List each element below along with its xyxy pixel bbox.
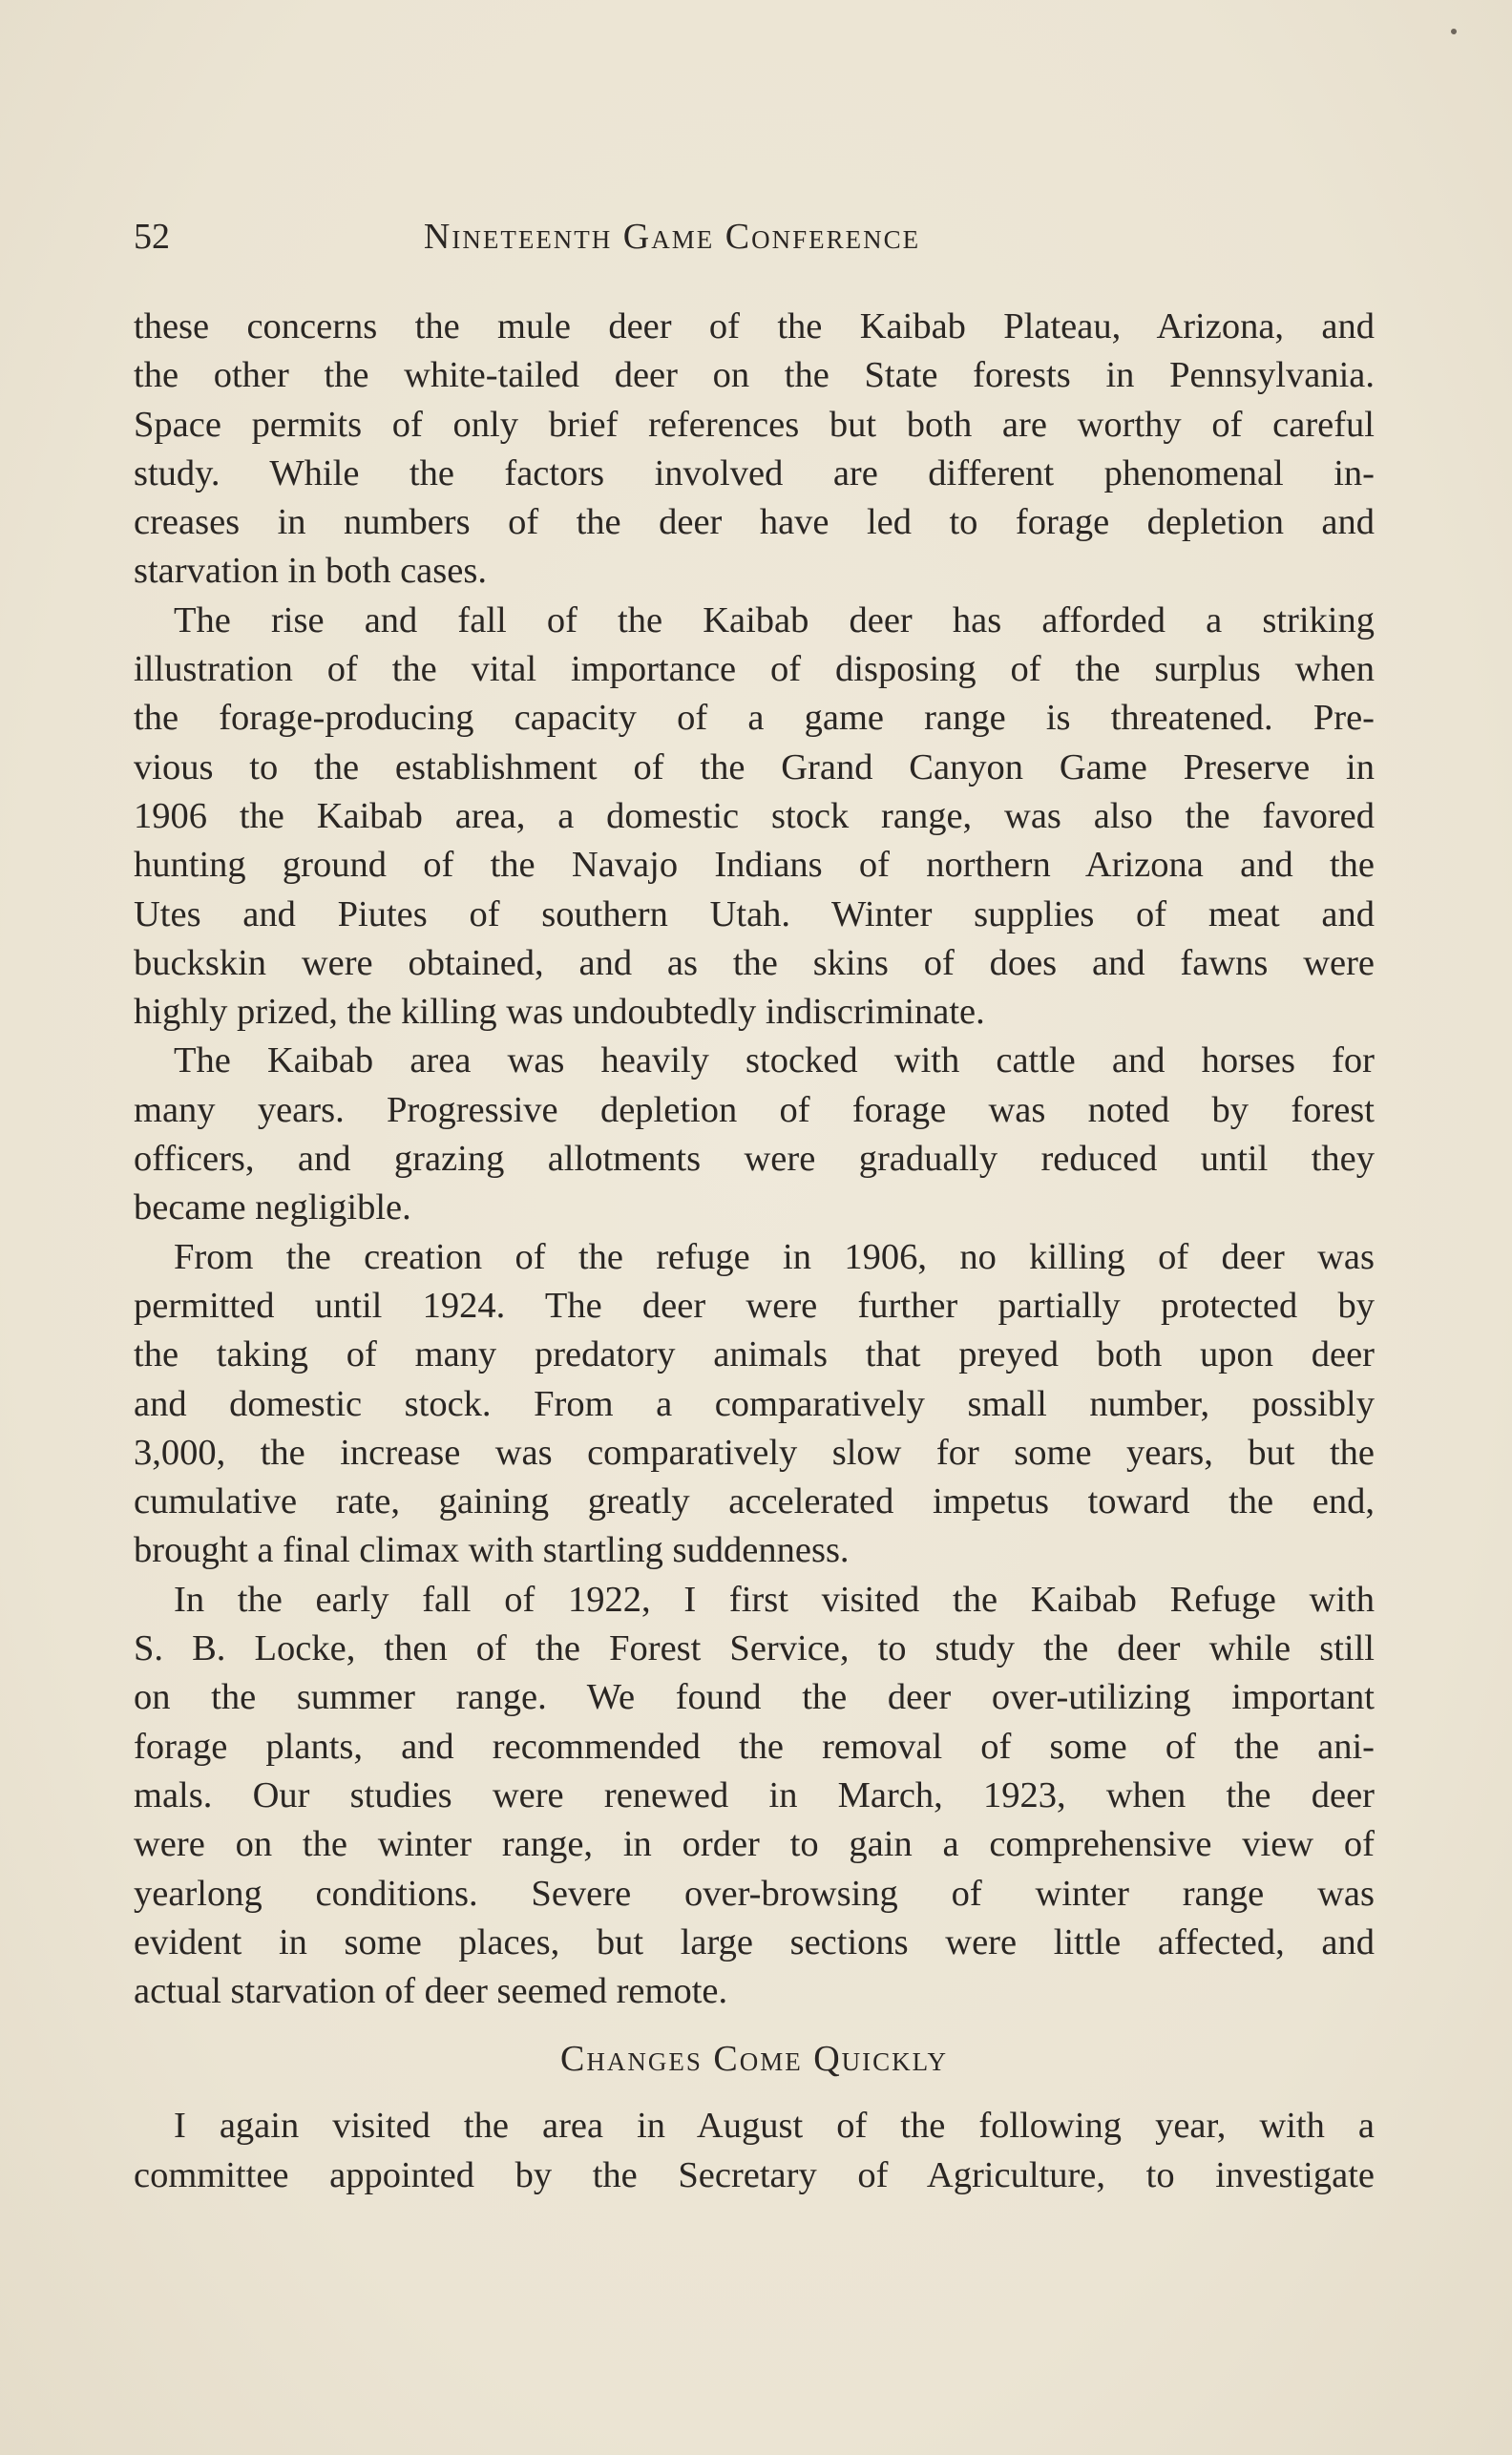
text-line: highly prized, the killing was undoubtedly indiscriminate. [134, 992, 985, 1033]
text-line: illustration of the vital importance of disposing of the surplus when [134, 649, 1375, 690]
text-line: starvation in both cases. [134, 551, 487, 592]
text-line: In the early fall of 1922, I first visited the Kaibab Refuge with [174, 1579, 1375, 1620]
page-header [134, 208, 1375, 265]
text-line: actual starvation of deer seemed remote. [134, 1971, 728, 2012]
section-heading: Changes Come Quickly [560, 2039, 948, 2080]
text-line: permitted until 1924. The deer were further partially protected by [134, 1285, 1375, 1326]
text-line: brought a final climax with startling suddenness. [134, 1530, 850, 1571]
text-line: 1906 the Kaibab area, a domestic stock range, was also the favored [134, 795, 1375, 836]
text-line: the other the white-tailed deer on the State forests in Pennsylvania. [134, 355, 1375, 396]
text-line: many years. Progressive depletion of forage was noted by forest [134, 1089, 1375, 1130]
text-line: the forage-producing capacity of a game range is threatened. Pre- [134, 698, 1375, 739]
text-line: buckskin were obtained, and as the skins of does and fawns were [134, 942, 1375, 983]
text-line: the taking of many predatory animals that preyed both upon deer [134, 1334, 1375, 1375]
paragraph-5 [134, 1576, 1375, 2017]
text-line: The rise and fall of the Kaibab deer has afforded a striking [174, 599, 1375, 640]
text-line: cumulative rate, gaining greatly accelerated impetus toward the end, [134, 1481, 1375, 1522]
text-line: mals. Our studies were renewed in March, 1923, when the deer [134, 1774, 1375, 1815]
text-line: became negligible. [134, 1187, 411, 1228]
body-text [134, 303, 1375, 2200]
running-head: Nineteenth Game Conference [423, 217, 921, 257]
text-line: on the summer range. We found the deer over-utilizing important [134, 1677, 1375, 1718]
text-line: hunting ground of the Navajo Indians of northern Arizona and the [134, 845, 1375, 886]
text-line: these concerns the mule deer of the Kaibab Plateau, Arizona, and [134, 306, 1375, 346]
page-number: 52 [134, 217, 170, 257]
text-line: study. While the factors involved are different phenomenal in- [134, 452, 1375, 493]
page-speck [1451, 29, 1457, 34]
paragraph-6 [134, 2102, 1375, 2200]
paragraph-3 [134, 1037, 1375, 1232]
text-line: forage plants, and recommended the removal of some of the ani- [134, 1726, 1375, 1767]
text-line: yearlong conditions. Severe over-browsing of winter range was [134, 1873, 1375, 1914]
text-line: The Kaibab area was heavily stocked with cattle and horses for [174, 1040, 1375, 1081]
text-line: were on the winter range, in order to gain a comprehensive view of [134, 1824, 1375, 1865]
paragraph-1 [134, 303, 1375, 597]
text-line: S. B. Locke, then of the Forest Service, to study the deer while still [134, 1628, 1375, 1669]
text-line: evident in some places, but large sections were little affected, and [134, 1921, 1375, 1962]
text-line: From the creation of the refuge in 1906, no killing of deer was [174, 1236, 1375, 1277]
text-line: committee appointed by the Secretary of Agriculture, to investigate [134, 2154, 1375, 2195]
text-line: creases in numbers of the deer have led to forage depletion and [134, 502, 1375, 543]
paragraph-2 [134, 597, 1375, 1038]
text-line: Utes and Piutes of southern Utah. Winter supplies of meat and [134, 893, 1375, 934]
paragraph-4 [134, 1233, 1375, 1576]
text-line: and domestic stock. From a comparatively small number, possibly [134, 1383, 1375, 1424]
text-line: vious to the establishment of the Grand Canyon Game Preserve in [134, 746, 1375, 787]
text-line: 3,000, the increase was comparatively slow for some years, but the [134, 1432, 1375, 1473]
text-line: Space permits of only brief references but both are worthy of careful [134, 404, 1375, 445]
text-line: I again visited the area in August of the following year, with a [174, 2106, 1375, 2147]
text-line: officers, and grazing allotments were gradually reduced until they [134, 1139, 1375, 1180]
